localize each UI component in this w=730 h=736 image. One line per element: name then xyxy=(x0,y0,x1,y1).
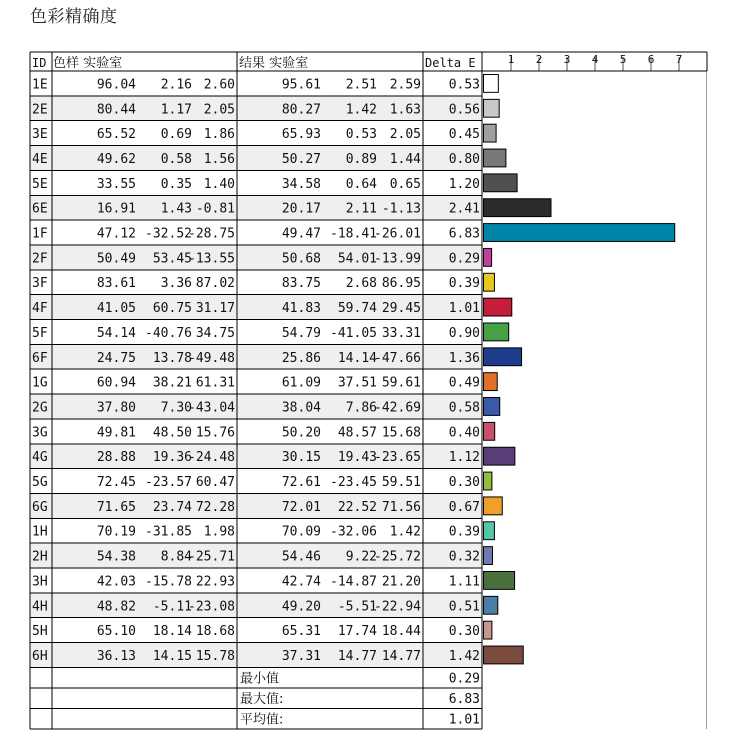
row-id: 5E xyxy=(32,176,48,192)
result-value: 37.31 xyxy=(281,648,321,664)
result-value: 25.86 xyxy=(281,350,321,366)
sample-value: 65.52 xyxy=(96,127,136,143)
sample-value: 22.93 xyxy=(195,574,235,590)
result-value: 1.42 xyxy=(389,524,421,540)
delta-e-value: 0.51 xyxy=(448,599,480,615)
sample-value: 72.28 xyxy=(195,499,235,515)
delta-e-bar xyxy=(484,248,492,266)
sample-value: -23.57 xyxy=(145,475,192,491)
sample-value: 33.55 xyxy=(96,176,136,192)
result-value: 2.51 xyxy=(345,77,377,93)
header-sample: 色样 实验室 xyxy=(53,56,123,71)
delta-e-bar xyxy=(484,75,499,93)
result-value: 54.79 xyxy=(281,325,321,341)
sample-value: 42.03 xyxy=(96,574,136,590)
delta-e-bar xyxy=(484,422,495,440)
sample-value: 8.84 xyxy=(160,549,192,565)
result-value: -25.72 xyxy=(374,549,421,565)
axis-tick-label: 7 xyxy=(675,53,683,66)
sample-value: 37.80 xyxy=(96,400,136,416)
result-value: -26.01 xyxy=(374,226,421,242)
sample-value: -49.48 xyxy=(188,350,235,366)
result-value: 41.83 xyxy=(281,301,321,317)
result-value: -5.51 xyxy=(337,599,377,615)
sample-value: 1.98 xyxy=(203,524,235,540)
delta-e-bar xyxy=(484,522,495,540)
delta-e-bar xyxy=(484,646,524,664)
axis-tick-label: 5 xyxy=(619,53,627,66)
delta-e-value: 0.56 xyxy=(448,102,480,118)
delta-e-value: 0.45 xyxy=(448,127,480,143)
sample-value: -28.75 xyxy=(188,226,235,242)
row-id: 2F xyxy=(32,251,48,267)
result-value: 9.22 xyxy=(345,549,377,565)
summary-label: 最小值 xyxy=(240,671,280,687)
delta-e-value: 2.41 xyxy=(448,201,480,217)
row-id: 3E xyxy=(32,127,48,143)
result-value: 50.27 xyxy=(281,151,321,167)
result-value: 18.44 xyxy=(381,624,421,640)
row-id: 1E xyxy=(32,77,48,93)
axis-tick-label: 6 xyxy=(647,53,655,66)
result-value: 21.20 xyxy=(381,574,421,590)
delta-e-bar xyxy=(484,323,509,341)
result-value: 54.46 xyxy=(281,549,321,565)
result-value: 70.09 xyxy=(281,524,321,540)
result-value: 2.68 xyxy=(345,276,377,292)
result-value: 30.15 xyxy=(281,450,321,466)
sample-value: -43.04 xyxy=(188,400,235,416)
sample-value: 1.86 xyxy=(203,127,235,143)
sample-value: 54.38 xyxy=(96,549,136,565)
delta-e-bar xyxy=(484,497,503,515)
sample-value: 36.13 xyxy=(96,648,136,664)
result-value: 14.14 xyxy=(337,350,377,366)
delta-e-value: 0.39 xyxy=(448,524,480,540)
sample-value: 2.05 xyxy=(203,102,235,118)
summary-label: 最大值: xyxy=(240,691,284,707)
result-value: -1.13 xyxy=(381,201,421,217)
sample-value: 18.68 xyxy=(195,624,235,640)
row-id: 2E xyxy=(32,102,48,118)
result-value: -13.99 xyxy=(374,251,421,267)
result-value: 29.45 xyxy=(381,301,421,317)
delta-e-value: 1.01 xyxy=(448,301,480,317)
result-value: -41.05 xyxy=(330,325,377,341)
result-value: -23.65 xyxy=(374,450,421,466)
result-value: 54.01 xyxy=(337,251,377,267)
delta-e-bar xyxy=(484,149,506,167)
sample-value: 34.75 xyxy=(195,325,235,341)
sample-value: -23.08 xyxy=(188,599,235,615)
row-id: 5G xyxy=(32,475,48,491)
row-id: 4F xyxy=(32,301,48,317)
row-id: 1G xyxy=(32,375,48,391)
summary-value: 1.01 xyxy=(448,712,480,728)
sample-value: 60.94 xyxy=(96,375,136,391)
sample-value: 87.02 xyxy=(195,276,235,292)
delta-e-value: 0.32 xyxy=(448,549,480,565)
sample-value: 18.14 xyxy=(152,624,192,640)
row-id: 3H xyxy=(32,574,48,590)
result-value: -32.06 xyxy=(330,524,377,540)
delta-e-bar xyxy=(484,99,500,117)
delta-e-bar xyxy=(484,224,675,242)
delta-e-bar xyxy=(484,447,515,465)
sample-value: 1.56 xyxy=(203,151,235,167)
result-value: 37.51 xyxy=(337,375,377,391)
page-title: 色彩精确度 xyxy=(30,7,118,27)
sample-value: 71.65 xyxy=(96,499,136,515)
sample-value: 48.50 xyxy=(152,425,192,441)
sample-value: 1.17 xyxy=(160,102,192,118)
row-id: 5H xyxy=(32,624,48,640)
delta-e-bar xyxy=(484,398,500,416)
axis-tick-label: 3 xyxy=(563,53,571,66)
sample-value: 1.40 xyxy=(203,176,235,192)
result-value: 1.63 xyxy=(389,102,421,118)
sample-value: 15.76 xyxy=(195,425,235,441)
sample-value: 24.75 xyxy=(96,350,136,366)
delta-e-bar xyxy=(484,621,492,639)
result-value: -14.87 xyxy=(330,574,377,590)
row-id: 4E xyxy=(32,151,48,167)
sample-value: 50.49 xyxy=(96,251,136,267)
result-value: 72.01 xyxy=(281,499,321,515)
row-id: 6G xyxy=(32,499,48,515)
result-value: 7.86 xyxy=(345,400,377,416)
sample-value: -31.85 xyxy=(145,524,192,540)
result-value: 14.77 xyxy=(381,648,421,664)
sample-value: 41.05 xyxy=(96,301,136,317)
row-id: 2H xyxy=(32,549,48,565)
delta-e-bar xyxy=(484,547,493,565)
sample-value: 19.36 xyxy=(152,450,192,466)
header-delta: Delta E xyxy=(425,56,476,70)
result-value: 42.74 xyxy=(281,574,321,590)
sample-value: 0.69 xyxy=(160,127,192,143)
delta-e-value: 0.58 xyxy=(448,400,480,416)
sample-value: 80.44 xyxy=(96,102,136,118)
result-value: 1.44 xyxy=(389,151,421,167)
header-result: 结果 实验室 xyxy=(239,56,309,71)
sample-value: 53.45 xyxy=(152,251,192,267)
delta-e-value: 0.30 xyxy=(448,475,480,491)
sample-value: -24.48 xyxy=(188,450,235,466)
sample-value: 60.47 xyxy=(195,475,235,491)
sample-value: 31.17 xyxy=(195,301,235,317)
sample-value: 54.14 xyxy=(96,325,136,341)
sample-value: 49.81 xyxy=(96,425,136,441)
row-id: 5F xyxy=(32,325,48,341)
delta-e-value: 1.42 xyxy=(448,648,480,664)
delta-e-value: 6.83 xyxy=(448,226,480,242)
row-id: 6H xyxy=(32,648,48,664)
result-value: -42.69 xyxy=(374,400,421,416)
summary-value: 6.83 xyxy=(448,691,480,707)
result-value: 0.65 xyxy=(389,176,421,192)
delta-e-bar xyxy=(484,273,495,291)
sample-value: 0.58 xyxy=(160,151,192,167)
result-value: 20.17 xyxy=(281,201,321,217)
sample-value: 2.16 xyxy=(160,77,192,93)
result-value: 95.61 xyxy=(281,77,321,93)
result-value: 17.74 xyxy=(337,624,377,640)
row-id: 4G xyxy=(32,450,48,466)
result-value: -47.66 xyxy=(374,350,421,366)
delta-e-value: 1.20 xyxy=(448,176,480,192)
sample-value: -0.81 xyxy=(195,201,235,217)
sample-value: 7.30 xyxy=(160,400,192,416)
result-value: 72.61 xyxy=(281,475,321,491)
row-id: 6F xyxy=(32,350,48,366)
sample-value: 65.10 xyxy=(96,624,136,640)
sample-value: -40.76 xyxy=(145,325,192,341)
sample-value: 14.15 xyxy=(152,648,192,664)
result-value: 50.68 xyxy=(281,251,321,267)
delta-e-value: 0.67 xyxy=(448,499,480,515)
result-value: 61.09 xyxy=(281,375,321,391)
sample-value: 28.88 xyxy=(96,450,136,466)
result-value: 33.31 xyxy=(381,325,421,341)
sample-value: 49.62 xyxy=(96,151,136,167)
sample-value: 15.78 xyxy=(195,648,235,664)
delta-e-value: 0.40 xyxy=(448,425,480,441)
sample-value: 70.19 xyxy=(96,524,136,540)
delta-e-bar xyxy=(484,124,497,142)
result-value: 59.51 xyxy=(381,475,421,491)
sample-value: -13.55 xyxy=(188,251,235,267)
sample-value: 48.82 xyxy=(96,599,136,615)
result-value: -18.41 xyxy=(330,226,377,242)
delta-e-value: 0.53 xyxy=(448,77,480,93)
summary-label: 平均值: xyxy=(240,712,284,728)
result-value: -22.94 xyxy=(374,599,421,615)
sample-value: -15.78 xyxy=(145,574,192,590)
result-value: 65.93 xyxy=(281,127,321,143)
sample-value: -32.52 xyxy=(145,226,192,242)
sample-value: 13.78 xyxy=(152,350,192,366)
axis-tick-label: 2 xyxy=(535,53,543,66)
summary-value: 0.29 xyxy=(448,671,480,687)
row-id: 1H xyxy=(32,524,48,540)
sample-value: 0.35 xyxy=(160,176,192,192)
delta-e-bar xyxy=(484,298,512,316)
delta-e-value: 0.29 xyxy=(448,251,480,267)
sample-value: 23.74 xyxy=(152,499,192,515)
sample-value: 16.91 xyxy=(96,201,136,217)
result-value: 22.52 xyxy=(337,499,377,515)
row-id: 4H xyxy=(32,599,48,615)
result-value: 83.75 xyxy=(281,276,321,292)
header-id: ID xyxy=(32,56,47,70)
sample-value: 83.61 xyxy=(96,276,136,292)
result-value: 0.64 xyxy=(345,176,377,192)
delta-e-bar xyxy=(484,572,515,590)
sample-value: -5.11 xyxy=(152,599,192,615)
result-value: 86.95 xyxy=(381,276,421,292)
result-value: 1.42 xyxy=(345,102,377,118)
sample-value: -25.71 xyxy=(188,549,235,565)
result-value: 14.77 xyxy=(337,648,377,664)
delta-e-value: 0.39 xyxy=(448,276,480,292)
delta-e-value: 0.30 xyxy=(448,624,480,640)
delta-e-bar xyxy=(484,199,551,217)
result-value: 80.27 xyxy=(281,102,321,118)
sample-value: 1.43 xyxy=(160,201,192,217)
delta-e-value: 1.11 xyxy=(448,574,480,590)
sample-value: 38.21 xyxy=(152,375,192,391)
row-id: 1F xyxy=(32,226,48,242)
delta-e-value: 0.80 xyxy=(448,151,480,167)
result-value: 15.68 xyxy=(381,425,421,441)
result-value: 48.57 xyxy=(337,425,377,441)
row-id: 3G xyxy=(32,425,48,441)
row-id: 6E xyxy=(32,201,48,217)
delta-e-value: 1.36 xyxy=(448,350,480,366)
delta-e-value: 0.49 xyxy=(448,375,480,391)
result-value: 49.20 xyxy=(281,599,321,615)
result-value: 2.05 xyxy=(389,127,421,143)
delta-e-bar xyxy=(484,174,518,192)
result-value: 2.11 xyxy=(345,201,377,217)
sample-value: 61.31 xyxy=(195,375,235,391)
delta-e-bar xyxy=(484,373,498,391)
result-value: 0.53 xyxy=(345,127,377,143)
result-value: 71.56 xyxy=(381,499,421,515)
row-id: 3F xyxy=(32,276,48,292)
axis-tick-label: 1 xyxy=(507,53,515,66)
result-value: 50.20 xyxy=(281,425,321,441)
header-bg xyxy=(30,52,707,71)
sample-value: 2.60 xyxy=(203,77,235,93)
sample-value: 96.04 xyxy=(96,77,136,93)
sample-value: 47.12 xyxy=(96,226,136,242)
result-value: 59.61 xyxy=(381,375,421,391)
result-value: 2.59 xyxy=(389,77,421,93)
sample-value: 3.36 xyxy=(160,276,192,292)
delta-e-bar xyxy=(484,596,498,614)
row-id: 2G xyxy=(32,400,48,416)
result-value: 0.89 xyxy=(345,151,377,167)
result-value: -23.45 xyxy=(330,475,377,491)
result-value: 38.04 xyxy=(281,400,321,416)
delta-e-value: 1.12 xyxy=(448,450,480,466)
sample-value: 72.45 xyxy=(96,475,136,491)
result-value: 65.31 xyxy=(281,624,321,640)
delta-e-bar xyxy=(484,348,522,366)
axis-tick-label: 4 xyxy=(591,53,599,66)
result-value: 49.47 xyxy=(281,226,321,242)
result-value: 34.58 xyxy=(281,176,321,192)
result-value: 59.74 xyxy=(337,301,377,317)
delta-e-bar xyxy=(484,472,492,490)
delta-e-value: 0.90 xyxy=(448,325,480,341)
result-value: 19.43 xyxy=(337,450,377,466)
sample-value: 60.75 xyxy=(152,301,192,317)
